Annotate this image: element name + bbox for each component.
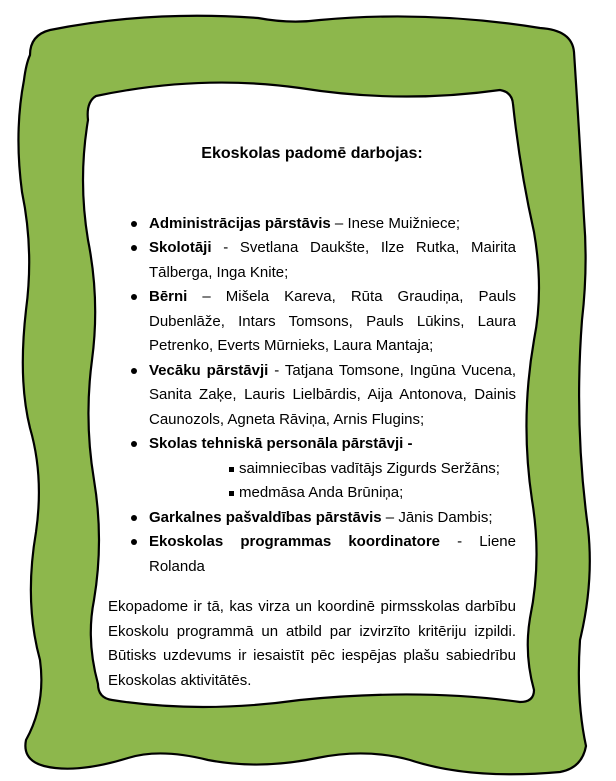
member-list — [108, 212, 516, 580]
role-label: Bērni — [149, 288, 188, 305]
member-names: Tatjana Tomsone, Ingūna Vucena, Sanita Zaķe, Lauris Lielbārdis, Aija Antonova, Dainis Caunozols, Agneta Rāviņa, Arnis Flugins; — [149, 361, 517, 428]
member-names: Jānis Dambis; — [398, 508, 493, 526]
member-names: Liene Rolanda — [149, 533, 516, 575]
member-names: Svetlana Daukšte, Ilze Rutka, Mairita Tālberga, Inga Knite; — [149, 239, 516, 281]
role-label: Garkalnes pašvaldības pārstāvis — [149, 508, 382, 526]
role-separator: - — [211, 239, 240, 256]
list-item-technical-staff — [108, 432, 516, 506]
role-separator: - — [268, 361, 285, 379]
list-item-administration — [108, 212, 516, 237]
sublist-item: medmāsa Anda Brūniņa; — [229, 481, 516, 506]
list-item-coordinator — [108, 530, 516, 579]
list-item-teachers — [108, 236, 516, 285]
list-item-parents — [108, 359, 516, 433]
role-label: Administrācijas pārstāvis — [149, 214, 331, 232]
role-label: Skolotāji — [149, 239, 212, 256]
member-names: Mišela Kareva, Rūta Graudiņa, Pauls Dubenlāže, Intars Tomsons, Pauls Lūkins, Laura Petrenko, Everts Mūrnieks, Laura Mantaja; — [149, 288, 516, 354]
role-separator: – — [330, 214, 348, 232]
list-item-municipality — [108, 506, 516, 531]
role-label: Vecāku pārstāvji — [149, 361, 269, 379]
role-separator: – — [381, 508, 399, 526]
content-area — [108, 142, 516, 708]
role-label: Ekoskolas programmas koordinatore — [149, 533, 441, 550]
list-item-children — [108, 285, 516, 359]
page-title: Ekoskolas padomē darbojas: — [201, 145, 423, 162]
role-separator: - — [440, 533, 480, 550]
role-label: Skolas tehniskā personāla pārstāvji - — [149, 435, 413, 452]
description-paragraph: Ekopadome ir tā, kas virza un koordinē pirmsskolas darbību Ekoskolu programmā un atbild par izvirzīto kritēriju izpildi. Būtisks uzdevums ir iesaistīt pēc iespējas plašu sabiedrību Ekoskolas aktivitātēs. — [108, 598, 516, 689]
sublist-item: saimniecības vadītājs Zigurds Seržāns; — [229, 457, 516, 482]
member-names: Inese Muižniece; — [347, 214, 461, 232]
staff-sublist — [149, 457, 516, 506]
role-separator: – — [187, 288, 226, 305]
